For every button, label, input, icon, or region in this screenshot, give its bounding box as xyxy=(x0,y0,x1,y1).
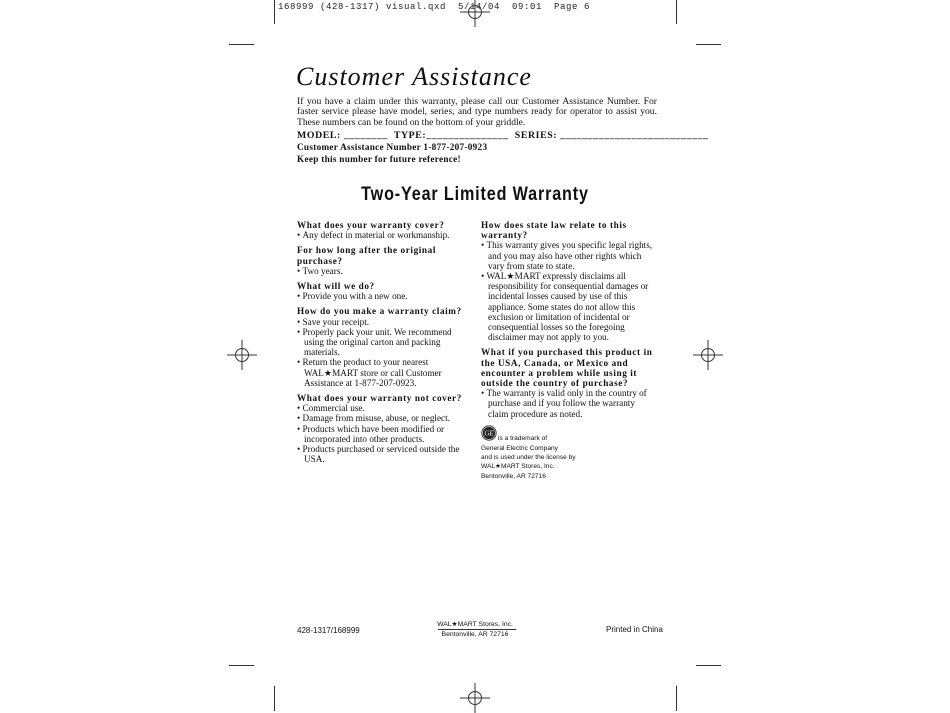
crop-mark xyxy=(229,665,254,666)
warranty-bullet: • Any defect in material or workmanship. xyxy=(297,230,472,240)
warranty-bullet: • Properly pack your unit. We recommend using the original carton and packing materials. xyxy=(297,327,472,358)
warranty-bullet: • Two years. xyxy=(297,266,472,276)
registration-mark-icon xyxy=(227,340,257,370)
crop-mark xyxy=(229,44,254,45)
crop-mark xyxy=(274,0,275,24)
warranty-bullet: • Provide you with a new one. xyxy=(297,291,472,301)
ge-logo-icon xyxy=(481,425,497,441)
footer-divider xyxy=(438,629,516,630)
trademark-line: General Electric Company xyxy=(481,445,558,452)
warranty-question: What does your warranty not cover? xyxy=(297,393,462,404)
ge-logo-text: GE xyxy=(484,429,494,438)
crop-mark xyxy=(676,0,677,24)
trademark-line: WAL★MART Stores, Inc. xyxy=(481,463,555,471)
warranty-question: What if you purchased this product in the USA, Canada, or Mexico and encounter a problem while using it outside the country of purchase? xyxy=(481,347,653,389)
warranty-section xyxy=(481,347,656,418)
warranty-bullet: • Return the product to your nearest WAL★MART store or call Customer Assistance at 1-877-207-0923. xyxy=(297,357,472,388)
registration-mark-icon xyxy=(693,340,723,370)
warranty-question: What will we do? xyxy=(297,281,375,292)
warranty-section xyxy=(297,306,472,388)
warranty-section xyxy=(297,393,472,464)
warranty-bullet: • Damage from misuse, abuse, or neglect. xyxy=(297,413,472,423)
warranty-bullet: • Products purchased or serviced outside the USA. xyxy=(297,444,472,464)
trademark-line: is a trademark of xyxy=(498,435,548,442)
warranty-section xyxy=(297,245,472,276)
footer-city: Bentonville, AR 72716 xyxy=(441,630,509,638)
warranty-question: For how long after the original purchase? xyxy=(297,245,436,266)
warranty-section xyxy=(297,220,472,240)
warranty-bullet: • Products which have been modified or incorporated into other products. xyxy=(297,424,472,444)
footer-printed-in: Printed in China xyxy=(606,625,663,634)
model-type-series-line: MODEL: ________ TYPE:_______________ SERIES: ___________________________ xyxy=(297,130,709,141)
warranty-bullet: • Save your receipt. xyxy=(297,317,472,327)
file-slug: 168999 (428-1317) visual.qxd 5/14/04 09:01 Page 6 xyxy=(278,2,591,12)
footer-company: WAL★MART Stores, Inc. xyxy=(437,621,513,628)
registration-mark-icon xyxy=(460,683,490,713)
warranty-bullet: • Commercial use. xyxy=(297,403,472,413)
registration-mark-icon xyxy=(460,0,490,27)
customer-assistance-intro: If you have a claim under this warranty, please call our Customer Assistance Number. For faster service please have model, series, and type numbers ready for operator to assist you. These numbers can be found on the bottom of your griddle. xyxy=(297,96,657,128)
customer-assistance-title: Customer Assistance xyxy=(296,62,532,91)
crop-mark xyxy=(696,44,721,45)
trademark-line: and is used under the license by xyxy=(481,454,576,462)
warranty-question: How does state law relate to this warranty? xyxy=(481,220,627,241)
warranty-title: Two-Year Limited Warranty xyxy=(361,184,589,205)
crop-mark xyxy=(676,686,677,711)
warranty-section xyxy=(481,220,656,342)
customer-assistance-phone: Customer Assistance Number 1-877-207-0923 xyxy=(297,142,488,152)
warranty-bullet: • This warranty gives you specific legal rights, and you may also have other rights which vary from state to state. xyxy=(481,240,656,271)
warranty-right-column xyxy=(481,220,656,424)
footer-part-code: 428-1317/168999 xyxy=(297,626,360,635)
warranty-bullet: • The warranty is valid only in the country of purchase and if you follow the warranty claim procedure as noted. xyxy=(481,388,656,419)
crop-mark xyxy=(274,686,275,711)
warranty-left-column xyxy=(297,220,472,469)
warranty-question: How do you make a warranty claim? xyxy=(297,306,462,317)
trademark-line: Bentonville, AR 72716 xyxy=(481,472,546,480)
warranty-question: What does your warranty cover? xyxy=(297,220,445,230)
crop-mark xyxy=(696,665,721,666)
keep-number-note: Keep this number for future reference! xyxy=(297,154,461,164)
warranty-section xyxy=(297,281,472,301)
warranty-bullet: • WAL★MART expressly disclaims all responsibility for consequential damages or incidental losses caused by use of this appliance. Some states do not allow this exclusion or limitation of incidental or consequential losses so the foregoing disclaimer may not apply to you. xyxy=(481,271,656,342)
